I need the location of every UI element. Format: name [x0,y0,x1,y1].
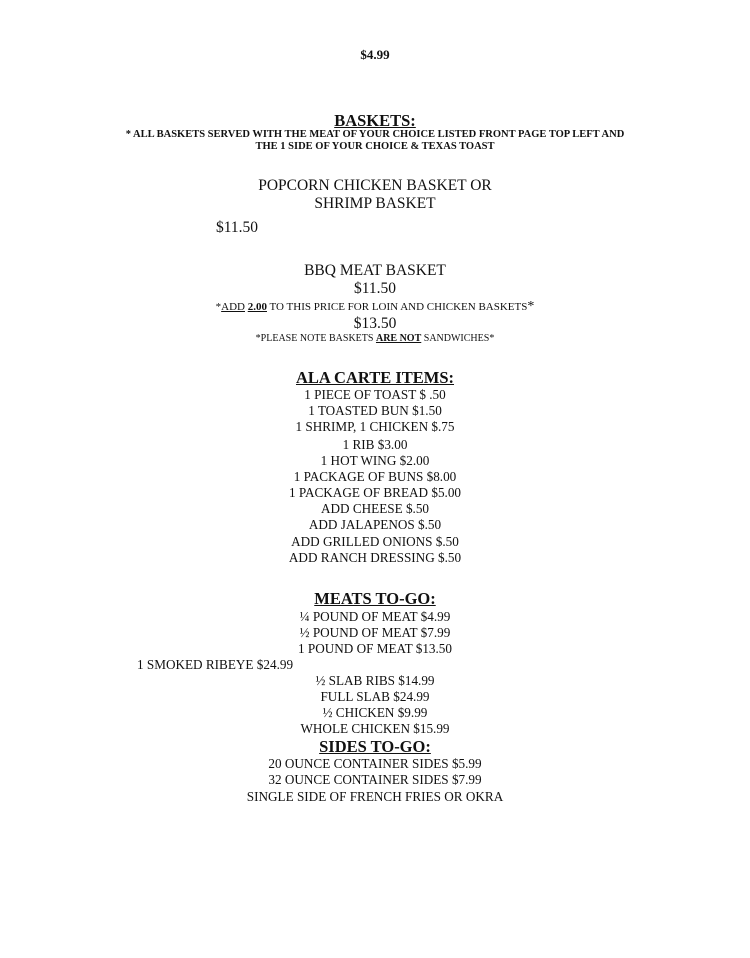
addon-price: $13.50 [353,315,397,332]
please-note-emph: ARE NOT [375,333,422,344]
ala-carte-item: 1 PIECE OF TOAST $ .50 [304,387,446,402]
meat-item: ½ SLAB RIBS $14.99 [315,673,435,688]
popcorn-basket-line2: SHRIMP BASKET [314,195,436,212]
addon-amount: 2.00 [247,301,267,313]
baskets-note-line1: * ALL BASKETS SERVED WITH THE MEAT OF YOUR CHOICE LISTED FRONT PAGE TOP LEFT AND [125,129,625,140]
top-price: $4.99 [360,47,390,62]
ala-carte-item: 1 PACKAGE OF BREAD $5.00 [288,485,462,500]
smoked-ribeye: 1 SMOKED RIBEYE $24.99 [137,657,294,672]
bbq-basket-name: BBQ MEAT BASKET [304,262,446,279]
ala-carte-item: ADD CHEESE $.50 [320,501,430,516]
addon-add: ADD [221,301,245,313]
please-note [0,333,750,344]
ala-carte-item: ADD RANCH DRESSING $.50 [288,550,462,565]
ala-carte-item: 1 TOASTED BUN $1.50 [308,403,442,418]
side-item: SINGLE SIDE OF FRENCH FRIES OR OKRA [246,789,504,804]
please-note-pre: *PLEASE NOTE BASKETS [255,333,376,344]
addon-note [0,299,750,315]
side-item: 32 OUNCE CONTAINER SIDES $7.99 [268,772,482,787]
meat-item: ½ POUND OF MEAT $7.99 [299,625,451,640]
baskets-note-line2: THE 1 SIDE OF YOUR CHOICE & TEXAS TOAST [255,141,495,152]
meat-item: FULL SLAB $24.99 [320,689,430,704]
meat-item: ¼ POUND OF MEAT $4.99 [299,609,451,624]
meat-item: WHOLE CHICKEN $15.99 [300,721,450,736]
ala-carte-heading: ALA CARTE ITEMS: [295,368,455,387]
bbq-basket-price: $11.50 [353,280,397,297]
meat-item: ½ CHICKEN $9.99 [322,705,428,720]
ala-carte-item: 1 PACKAGE OF BUNS $8.00 [293,469,457,484]
ala-carte-item: ADD JALAPENOS $.50 [308,517,442,532]
please-note-post: SANDWICHES* [421,333,495,344]
meats-heading: MEATS TO-GO: [314,589,436,608]
addon-rest: TO THIS PRICE FOR LOIN AND CHICKEN BASKETS [266,301,528,313]
popcorn-basket-price: $11.50 [216,219,259,236]
ala-carte-item: 1 HOT WING $2.00 [320,453,430,468]
ala-carte-item: ADD GRILLED ONIONS $.50 [291,534,459,549]
sides-heading: SIDES TO-GO: [319,737,431,756]
ala-carte-item: 1 RIB $3.00 [342,437,408,452]
popcorn-basket-line1: POPCORN CHICKEN BASKET OR [258,177,492,194]
addon-suffix: * [527,299,535,314]
baskets-heading: BASKETS: [334,111,416,130]
addon-prefix: * [215,301,222,313]
ala-carte-item: 1 SHRIMP, 1 CHICKEN $.75 [295,419,455,434]
side-item: 20 OUNCE CONTAINER SIDES $5.99 [268,756,482,771]
meat-item: 1 POUND OF MEAT $13.50 [298,641,452,656]
